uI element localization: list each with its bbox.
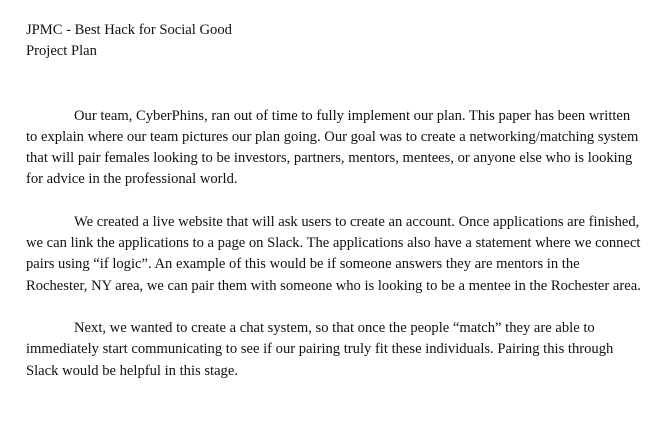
body-paragraph-1: Our team, CyberPhins, ran out of time to fully implement our plan. This paper has been written to explain where our team pictures our plan going. Our goal was to create a networking/matching system that will pair females looking to be investors, partners, mentors, mentees, or anyone else who is looking for advice in the professional world.: [26, 107, 639, 188]
document-title: Project Plan: [26, 43, 97, 60]
event-title: JPMC - Best Hack for Social Good: [26, 22, 232, 38]
body-paragraph-2: We created a live website that will ask users to create an account. Once applications are finished, we can link the applications to a page on Slack. The applications also have a statement where we connect pairs using “if logic”. An example of this would be if someone answers they are mentors in the Rochester, NY area, we can pair them with someone who is looking to be a mentee in the Rochester area.: [26, 213, 641, 294]
body-paragraph-3: Next, we wanted to create a chat system, so that once the people “match” they are able to immediately start communicating to see if our pairing truly fit these individuals. Pairing this through Slack would be helpful in this stage.: [26, 319, 614, 379]
document-page: [26, 20, 641, 382]
